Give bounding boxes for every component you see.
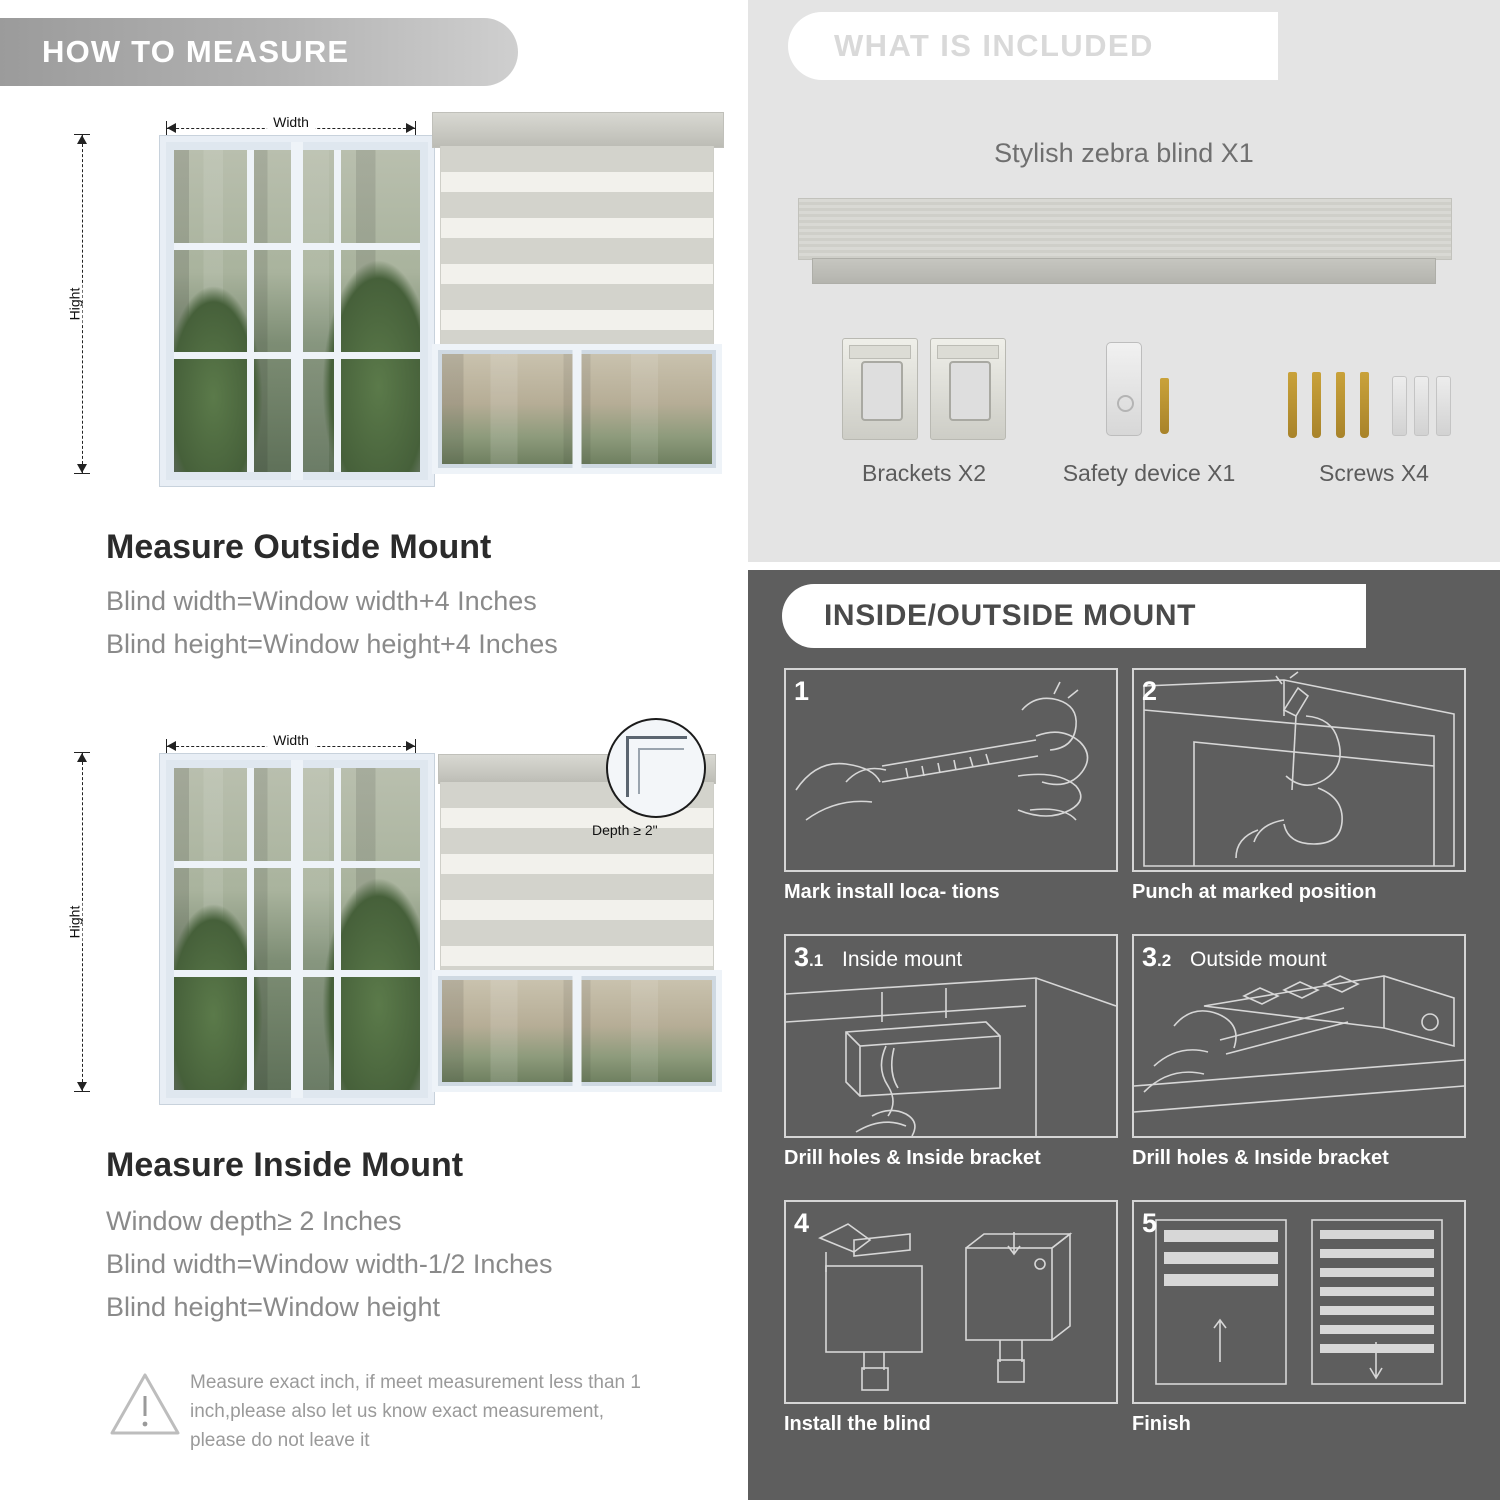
anchor-icon-1 — [1392, 376, 1407, 436]
bracket-icon — [842, 338, 918, 440]
screw-icon-3 — [1336, 372, 1345, 438]
inside-outside-mount-panel — [748, 570, 1500, 1500]
step-1 — [784, 668, 1114, 904]
step-2-number: 2 — [1142, 676, 1158, 706]
step-5-number: 5 — [1142, 1208, 1158, 1238]
step-4-caption: Install the blind — [784, 1413, 931, 1435]
step-1-caption: Mark install loca- tions — [784, 881, 1000, 903]
outside-width-label: Width — [267, 114, 315, 130]
outside-mount-line-1: Blind width=Window width+4 Inches — [106, 586, 537, 616]
inside-mount-diagram — [60, 722, 700, 1122]
step-4-sketch — [786, 1202, 1116, 1402]
step-3-1-caption: Drill holes & Inside bracket — [784, 1147, 1041, 1169]
inside-mount-heading: Measure Inside Mount — [106, 1146, 464, 1184]
inside-height-label: Hight — [66, 902, 82, 943]
step-3-1-panel — [784, 934, 1118, 1138]
step-3-2-sublabel: Outside mount — [1190, 948, 1327, 971]
parts-row — [748, 330, 1500, 520]
what-is-included-title: WHAT IS INCLUDED — [834, 28, 1154, 63]
inside-width-label: Width — [267, 732, 315, 748]
step-2-sketch — [1134, 670, 1464, 870]
how-to-measure-title: HOW TO MEASURE — [42, 34, 350, 69]
step-4-number: 4 — [794, 1208, 810, 1238]
outside-mount-heading: Measure Outside Mount — [106, 528, 492, 566]
step-5 — [1132, 1200, 1462, 1436]
window-illustration — [160, 136, 434, 486]
step-5-sketch — [1134, 1202, 1464, 1402]
step-1-sketch — [786, 670, 1116, 870]
anchor-icon-2 — [1414, 376, 1429, 436]
inside-width-dimension — [166, 732, 416, 756]
step-3-2 — [1132, 934, 1462, 1170]
inside-height-dimension — [66, 752, 94, 1092]
depth-label: Depth ≥ 2" — [592, 822, 658, 838]
step-3-2-caption: Drill holes & Inside bracket — [1132, 1147, 1389, 1169]
outside-width-dimension — [166, 114, 416, 138]
blind-window-bottom-inside — [432, 970, 722, 1092]
step-2-panel — [1132, 668, 1466, 872]
blind-headrail — [432, 112, 724, 148]
outside-mount-blind-illustration — [432, 112, 722, 474]
outside-height-label: Hight — [66, 284, 82, 325]
kit-title: Stylish zebra blind X1 — [994, 138, 1254, 168]
screw-icon-1 — [1288, 372, 1297, 438]
how-to-measure-column — [0, 0, 742, 1500]
step-3-1 — [784, 934, 1114, 1170]
zebra-blind-product — [798, 198, 1450, 286]
step-5-panel — [1132, 1200, 1466, 1404]
step-3-2-panel — [1132, 934, 1466, 1138]
part-label-safety: Safety device X1 — [1062, 460, 1236, 486]
what-is-included-banner — [788, 12, 1278, 80]
inside-mount-line-2: Blind width=Window width-1/2 Inches — [106, 1249, 553, 1279]
part-label-brackets: Brackets X2 — [862, 460, 986, 486]
safety-screw-icon — [1160, 378, 1169, 434]
depth-callout — [606, 718, 706, 818]
anchor-icon-3 — [1436, 376, 1451, 436]
measure-warning-text: Measure exact inch, if meet measurement less than 1 inch,please also let us know exact measurement, please do not leave it — [190, 1372, 641, 1451]
outside-mount-diagram — [60, 104, 700, 504]
outside-mount-line-2: Blind height=Window height+4 Inches — [106, 629, 558, 659]
screw-icon-4 — [1360, 372, 1369, 438]
step-4-panel — [784, 1200, 1118, 1404]
step-2-caption: Punch at marked position — [1132, 881, 1377, 903]
warning-triangle-icon — [108, 1370, 182, 1438]
window-illustration-inside — [160, 754, 434, 1104]
step-3-1-number: 3.1 — [794, 942, 824, 972]
step-1-number: 1 — [794, 676, 810, 706]
part-brackets — [814, 330, 1034, 500]
step-5-caption: Finish — [1132, 1413, 1191, 1435]
part-screws — [1264, 330, 1484, 500]
inside-outside-mount-title: INSIDE/OUTSIDE MOUNT — [824, 599, 1197, 632]
screw-icon-2 — [1312, 372, 1321, 438]
step-3-1-sublabel: Inside mount — [842, 948, 963, 971]
what-is-included-panel — [748, 0, 1500, 562]
inside-outside-mount-banner — [782, 584, 1366, 648]
safety-device-icon — [1106, 342, 1142, 436]
step-4 — [784, 1200, 1114, 1436]
inside-mount-line-1: Window depth≥ 2 Inches — [106, 1206, 402, 1236]
step-3-2-number: 3.2 — [1142, 942, 1172, 972]
blind-window-bottom — [432, 344, 722, 474]
outside-height-dimension — [66, 134, 94, 474]
part-label-screws: Screws X4 — [1319, 460, 1429, 486]
step-1-panel — [784, 668, 1118, 872]
step-2 — [1132, 668, 1462, 904]
part-safety-device — [1034, 330, 1264, 500]
how-to-measure-banner — [0, 18, 518, 86]
bracket-icon-2 — [930, 338, 1006, 440]
inside-mount-line-3: Blind height=Window height — [106, 1292, 440, 1322]
